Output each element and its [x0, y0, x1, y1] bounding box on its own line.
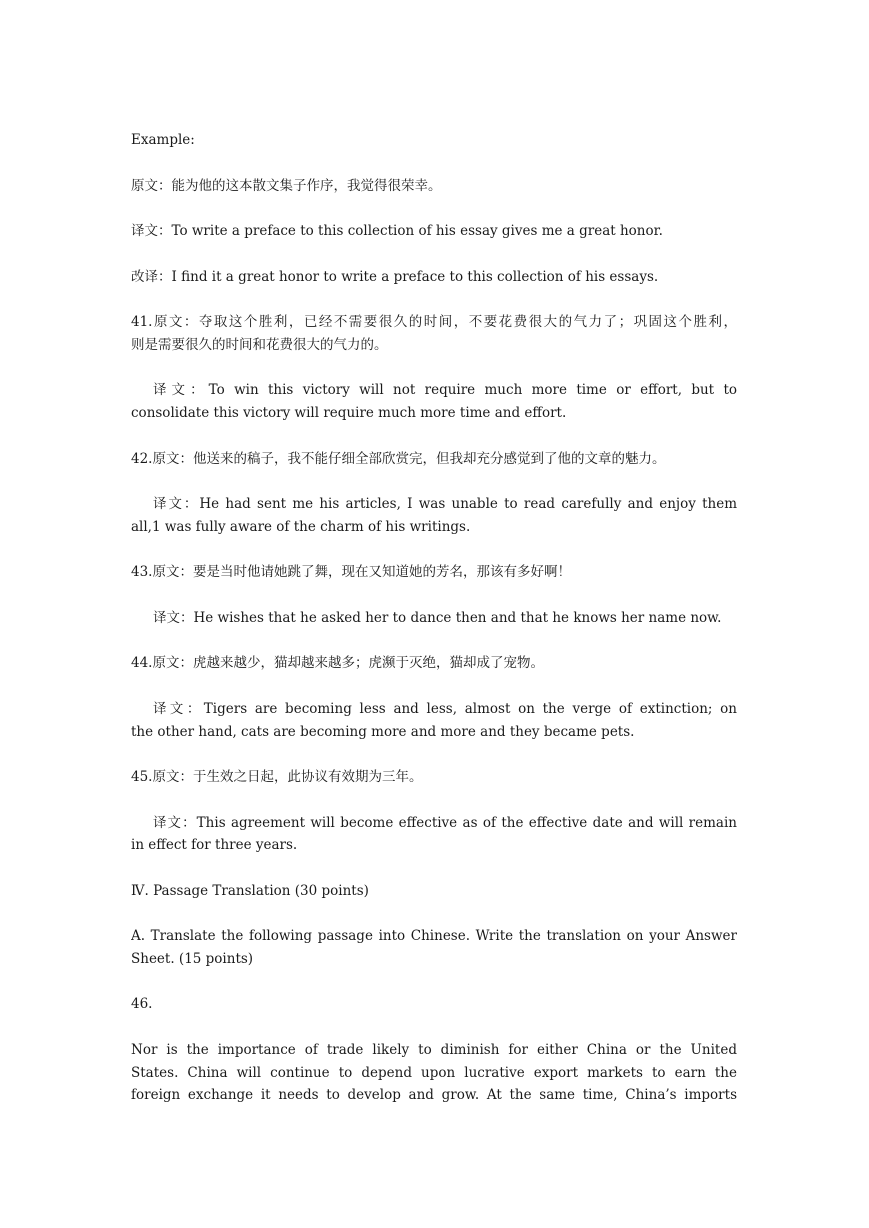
question-number: 46.	[131, 996, 153, 1012]
item-42-original-line-1: 42.原文：他送来的稿子，我不能仔细全部欣赏完，但我却充分感觉到了他的文章的魅力。	[131, 451, 666, 467]
item-42-translation-line-2: all,1 was fully aware of the charm of his writings.	[131, 519, 471, 535]
item-45-translation-line-1: 译文：This agreement will become effective as of the effective date and will remain	[153, 815, 737, 831]
section-heading: Ⅳ. Passage Translation (30 points)	[131, 883, 369, 899]
example-original: 原文：能为他的这本散文集子作序，我觉得很荣幸。	[131, 178, 442, 194]
passage-line-2: States. China will continue to depend upon lucrative export markets to earn the	[131, 1065, 737, 1081]
item-41-translation-line-1: 译文：To win this victory will not require much more time or effort, but to	[153, 382, 737, 398]
item-44-translation-line-2: the other hand, cats are becoming more and more and they became pets.	[131, 724, 635, 740]
item-43-original-line-1: 43.原文：要是当时他请她跳了舞，现在又知道她的芳名，那该有多好啊！	[131, 564, 571, 580]
item-44-translation-line-1: 译文：Tigers are becoming less and less, almost on the verge of extinction; on	[153, 701, 737, 717]
example-translation: 译文：To write a preface to this collection of his essay gives me a great honor.	[131, 223, 663, 239]
item-41-original-line-1: 41.原文：夺取这个胜利，已经不需要很久的时间，不要花费很大的气力了；巩固这个胜利，	[131, 314, 737, 330]
item-45-original-line-1: 45.原文：于生效之日起，此协议有效期为三年。	[131, 769, 423, 785]
passage-line-1: Nor is the importance of trade likely to diminish for either China or the United	[131, 1042, 737, 1058]
item-43-translation-line-1: 译文：He wishes that he asked her to dance then and that he knows her name now.	[153, 610, 722, 626]
example-label: Example:	[131, 132, 195, 148]
instruction-line-1: A. Translate the following passage into Chinese. Write the translation on your Answer	[131, 928, 737, 944]
item-41-translation-line-2: consolidate this victory will require much more time and effort.	[131, 405, 567, 421]
item-45-translation-line-2: in effect for three years.	[131, 837, 298, 853]
passage-line-3: foreign exchange it needs to develop and grow. At the same time, China’s imports	[131, 1087, 737, 1103]
instruction-line-2: Sheet. (15 points)	[131, 951, 254, 967]
item-44-original-line-1: 44.原文：虎越来越少，猫却越来越多；虎濒于灭绝，猫却成了宠物。	[131, 655, 544, 671]
item-42-translation-line-1: 译文：He had sent me his articles, I was unable to read carefully and enjoy them	[153, 496, 737, 512]
item-41-original-line-2: 则是需要很久的时间和花费很大的气力的。	[131, 337, 388, 353]
example-revised: 改译：I find it a great honor to write a preface to this collection of his essays.	[131, 269, 659, 285]
